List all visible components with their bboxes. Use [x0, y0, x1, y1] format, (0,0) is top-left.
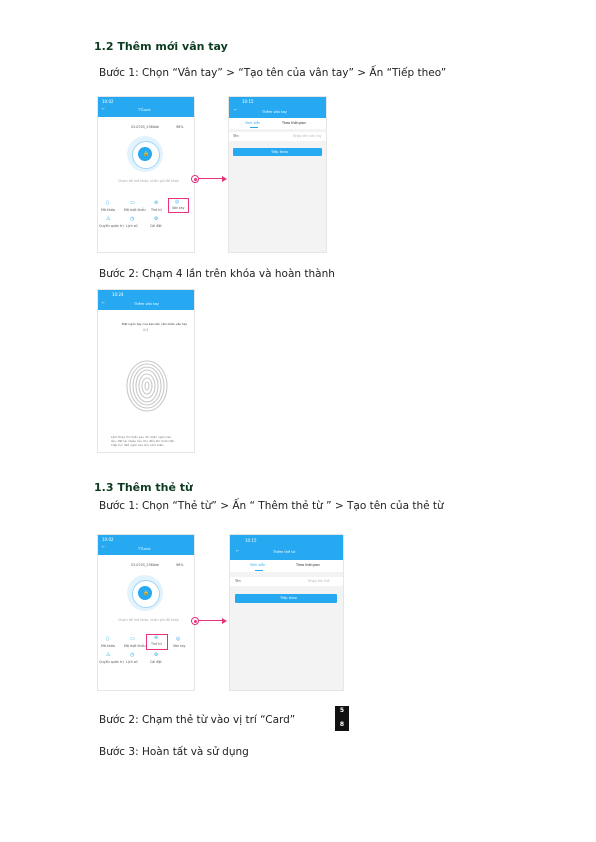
- tab-indicator: [250, 127, 258, 128]
- menu-passcode[interactable]: Mã mật khẩu: [124, 208, 146, 212]
- app-header: [98, 97, 194, 117]
- tab-timed[interactable]: Theo thời gian: [282, 121, 306, 125]
- name-field[interactable]: [230, 577, 343, 586]
- status-time: 10:02: [102, 99, 114, 104]
- fingerprint-menu-icon: ◎: [175, 199, 180, 205]
- phone-add-card: [229, 534, 344, 691]
- app-header: [98, 535, 194, 555]
- status-time: 10:15: [242, 99, 254, 104]
- arrow-head: [222, 176, 227, 182]
- unlock-hint: Chạm để mở khóa, nhấn giữ để khóa: [118, 618, 179, 622]
- menu-settings[interactable]: Cài đặt: [150, 224, 162, 228]
- add-fp-title: Thêm vân tay: [262, 110, 287, 114]
- name-field[interactable]: [229, 132, 326, 141]
- back-icon[interactable]: ←: [236, 549, 240, 553]
- menu-admin[interactable]: Quyền quản trị: [99, 660, 124, 664]
- menu-history[interactable]: Lịch sử: [126, 660, 138, 664]
- passcode-icon: ▭: [130, 200, 135, 206]
- next-button-label: Tiếp theo: [280, 596, 297, 600]
- step-2-fingerprint: Bước 2: Chạm 4 lần trên khóa và hoàn thành: [99, 268, 335, 280]
- arrow-start-dot: [191, 175, 199, 183]
- admin-icon: ⚠: [106, 652, 111, 658]
- add-fp-header: [229, 97, 326, 118]
- menu-card[interactable]: Thẻ từ: [151, 642, 162, 646]
- tab-permanent[interactable]: Vĩnh viễn: [245, 121, 261, 125]
- tab-bar: [229, 118, 326, 129]
- phone-main-screen-card: [97, 534, 195, 691]
- step-1-card: Bước 1: Chọn “Thẻ từ” > Ấn “ Thêm thẻ từ ” > Tạo tên của thẻ từ: [99, 500, 444, 512]
- arrow-line: [198, 178, 222, 179]
- step-2-card: Bước 2: Chạm thẻ từ vào vị trí “Card”: [99, 714, 296, 726]
- touch-counter: 0/4: [143, 328, 149, 332]
- page-number-bottom: 8: [339, 721, 345, 728]
- touch-note: Làm theo lời nhắc sau đó nhấc ngón tay lên, đặt lại nhiều lần cho đến khi hoàn tất. Tiếp tục đặt ngón tay lên cảm biến.: [111, 435, 175, 447]
- menu-ekey[interactable]: Mã khóa: [101, 208, 115, 212]
- fingerprint-icon: [125, 359, 169, 413]
- page-number-top: 5: [339, 707, 345, 714]
- section-heading-fingerprint: 1.2 Thêm mới vân tay: [94, 40, 228, 53]
- add-card-title: Thêm thẻ từ: [273, 550, 296, 554]
- menu-passcode[interactable]: Mã mật khẩu: [124, 644, 146, 648]
- menu-admin[interactable]: Quyền quản trị: [99, 224, 124, 228]
- card-icon: ⊜: [154, 200, 159, 206]
- next-button[interactable]: [233, 148, 322, 156]
- status-time: 10:02: [102, 537, 114, 542]
- battery-level: 98%: [176, 125, 184, 129]
- page-number-badge: [335, 706, 349, 731]
- menu-card[interactable]: Thẻ từ: [151, 208, 162, 212]
- passcode-icon: ▭: [130, 636, 135, 642]
- touch-header: [98, 290, 194, 310]
- menu-settings[interactable]: Cài đặt: [150, 660, 162, 664]
- next-button-label: Tiếp theo: [271, 149, 288, 154]
- app-title: TTLock: [138, 108, 151, 112]
- unlock-hint: Chạm để mở khóa, nhấn giữ để khóa: [118, 179, 179, 183]
- admin-icon: ⚠: [106, 216, 111, 222]
- lock-icon: 🔒: [143, 151, 150, 157]
- menu-ekey[interactable]: Mã khóa: [101, 644, 115, 648]
- name-placeholder: Nhập tên thẻ: [308, 579, 330, 583]
- name-placeholder: Nhập tên vân tay: [293, 134, 322, 138]
- phone-main-screen: [97, 96, 195, 253]
- arrow-head: [222, 618, 227, 624]
- status-time: 10:24: [112, 292, 124, 297]
- back-icon[interactable]: ←: [102, 301, 106, 305]
- tab-indicator: [255, 570, 263, 571]
- settings-icon: ⚙: [154, 216, 159, 222]
- tab-timed[interactable]: Theo thời gian: [296, 563, 320, 567]
- name-label: Tên: [233, 134, 239, 138]
- step-3-card: Bước 3: Hoàn tất và sử dụng: [99, 746, 249, 758]
- settings-icon: ⚙: [154, 652, 159, 658]
- phone-touch-fingerprint: [97, 289, 195, 453]
- device-name: S3-0703_2360de: [131, 563, 159, 567]
- back-icon[interactable]: ←: [102, 107, 106, 111]
- tab-bar: [230, 560, 343, 572]
- menu-history[interactable]: Lịch sử: [126, 224, 138, 228]
- ekey-icon: ▯: [106, 636, 109, 642]
- phone-add-fingerprint: [228, 96, 327, 253]
- battery-level: 98%: [176, 563, 184, 567]
- fingerprint-menu-icon: ◎: [176, 636, 181, 642]
- history-icon: ◷: [130, 216, 135, 222]
- device-name: S3-0703_2360de: [131, 125, 159, 129]
- add-card-header: [230, 535, 343, 560]
- next-button[interactable]: [235, 594, 337, 603]
- touch-title: Thêm vân tay: [134, 302, 159, 306]
- menu-fingerprint[interactable]: Vân tay: [172, 206, 185, 210]
- lock-icon: 🔒: [143, 590, 150, 596]
- back-icon[interactable]: ←: [102, 545, 106, 549]
- touch-instruction: Đặt ngón tay của bạn lên cảm biến vân tay: [122, 322, 188, 326]
- name-label: Tên: [235, 579, 241, 583]
- history-icon: ◷: [130, 652, 135, 658]
- status-time: 10:15: [245, 538, 257, 543]
- tab-permanent[interactable]: Vĩnh viễn: [250, 563, 266, 567]
- step-1-fingerprint: Bước 1: Chọn “Vân tay” > “Tạo tên của vân tay” > Ấn “Tiếp theo”: [99, 67, 447, 79]
- ekey-icon: ▯: [106, 200, 109, 206]
- arrow-line: [198, 620, 222, 621]
- arrow-start-dot: [191, 617, 199, 625]
- section-heading-card: 1.3 Thêm thẻ từ: [94, 481, 193, 494]
- app-title: TTLock: [138, 547, 151, 551]
- card-icon: ⊜: [154, 635, 159, 641]
- back-icon[interactable]: ←: [234, 108, 238, 112]
- menu-fingerprint[interactable]: Vân tay: [173, 644, 186, 648]
